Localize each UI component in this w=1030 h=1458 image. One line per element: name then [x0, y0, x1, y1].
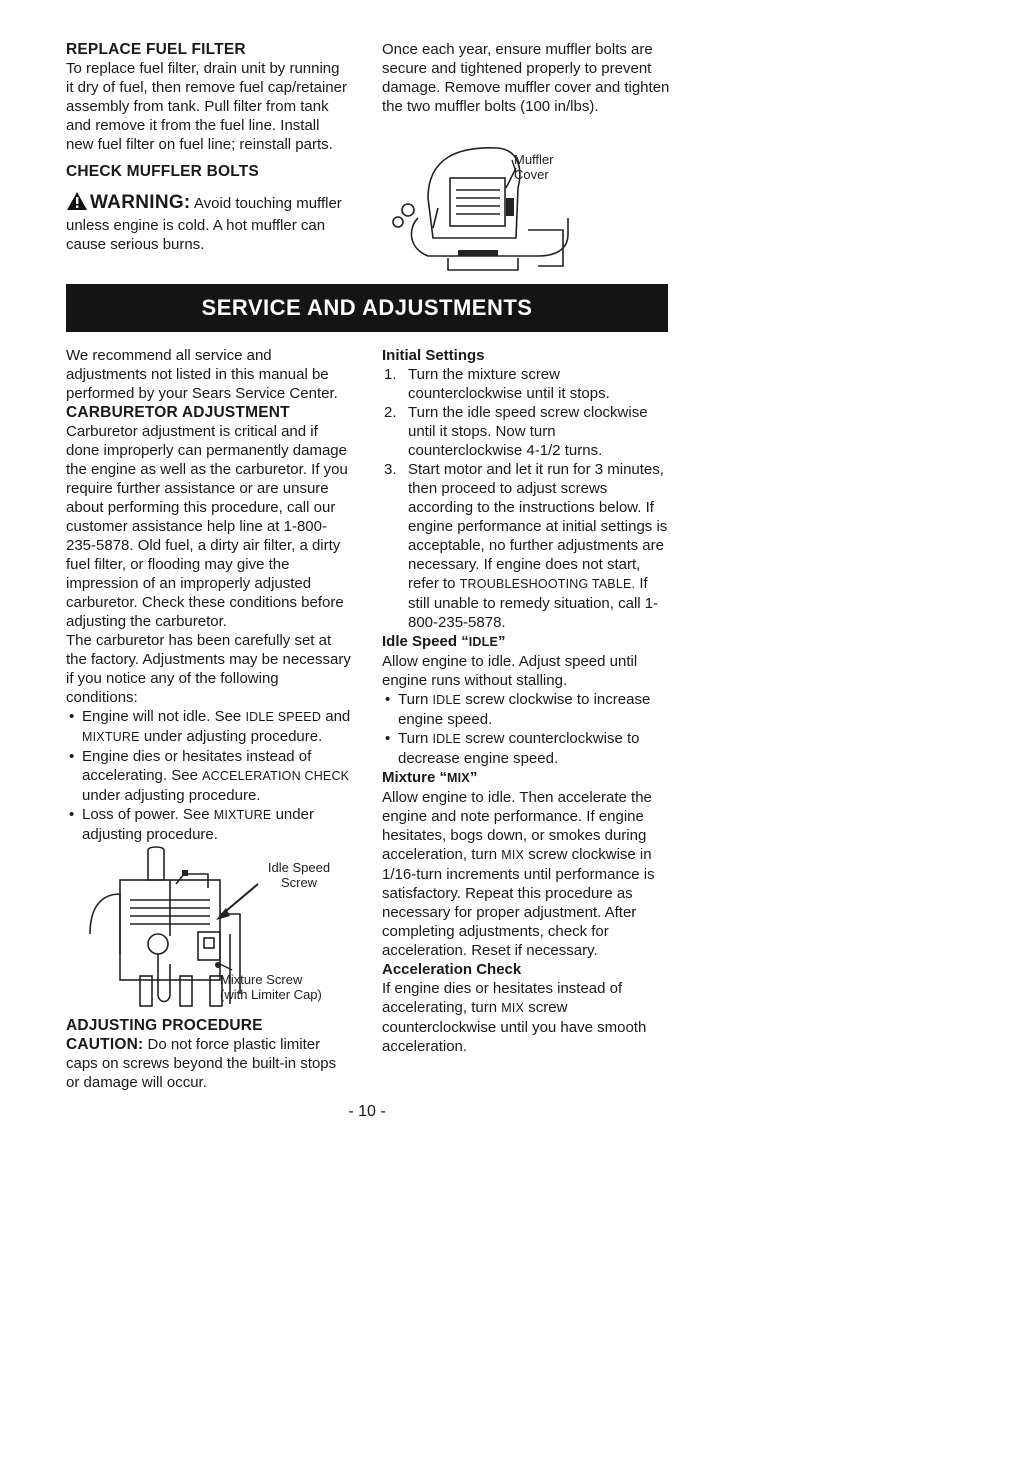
factory-setting-text: The carburetor has been carefully set at the factory. Adjustments may be necessary if you notice any of the following conditions: — [66, 632, 351, 706]
list-item: • Loss of power. See MIXTURE under adjusting procedure. — [66, 805, 351, 844]
list-item: 2. Turn the idle speed screw clockwise until it stops. Now turn counterclockwise 4-1/2 turns. — [384, 404, 648, 459]
warning-text: Avoid touching muffler unless engine is cold. A hot muffler can cause serious burns. — [66, 195, 342, 253]
list-item: 3. Start motor and let it run for 3 minutes, then proceed to adjust screws according to the instructions below. If engine performance at initial settings is acceptable, no further adjustments are necessary. If engine does not start, refer to TROUBLESHOOTING TABLE. If still unable to remedy situation, call 1-800-235-5878. — [384, 461, 668, 631]
service-intro: We recommend all service and adjustments not listed in this manual be performed by your Sears Service Center. — [66, 347, 338, 402]
caution-text: Do not force plastic limiter caps on screws beyond the built-in stops or damage will occur. — [66, 1036, 337, 1091]
list-item: 1. Turn the mixture screw counterclockwise until it stops. — [384, 366, 610, 402]
left-column — [66, 346, 351, 844]
section-banner: SERVICE AND ADJUSTMENTS — [66, 284, 668, 332]
warning-label: WARNING: — [90, 192, 191, 213]
muffler-bolts-body: Once each year, ensure muffler bolts are secure and tightened properly to prevent damage. Remove muffler cover and tighten the two muffler bolts (100 in/lbs). — [382, 41, 670, 115]
muffler-warning — [66, 191, 351, 254]
right-column — [382, 346, 672, 1056]
caution-label: CAUTION: — [66, 1036, 144, 1053]
warning-triangle-icon — [66, 191, 88, 216]
idle-speed-body: Allow engine to idle. Adjust speed until engine runs without stalling. — [382, 653, 638, 689]
mixture-heading: Mixture “MIX” — [382, 769, 478, 786]
muffler-figure — [388, 138, 588, 274]
idle-speed-screw-label: Idle Speed Screw — [267, 860, 331, 890]
acceleration-check-heading: Acceleration Check — [382, 961, 522, 978]
initial-settings-heading: Initial Settings — [382, 347, 485, 364]
carburetor-adjustment-heading: CARBURETOR ADJUSTMENT — [66, 404, 290, 421]
acceleration-check-body: If engine dies or hesitates instead of accelerating, turn MIX screw counterclockwise until you have smooth acceleration. — [382, 980, 647, 1055]
adjusting-procedure-heading: ADJUSTING PROCEDURE — [66, 1017, 263, 1034]
list-item: • Turn IDLE screw counterclockwise to decrease engine speed. — [382, 729, 672, 768]
mixture-screw-label: Mixture Screw — [220, 972, 303, 987]
carburetor-body: Carburetor adjustment is critical and if done improperly can permanently damage the engine as well as the carburetor. If you require further assistance or are unsure about performing this procedure, call our customer assistance help line at 1-800-235-5878. Old fuel, a dirty air filter, a dirty fuel filter, or flooding may give the impression of an improperly adjusted carburetor. Check these conditions before adjusting the carburetor. — [66, 423, 348, 630]
initial-settings-steps — [382, 365, 672, 632]
idle-speed-heading: Idle Speed “IDLE” — [382, 633, 506, 650]
replace-fuel-filter-heading: REPLACE FUEL FILTER — [66, 41, 246, 58]
replace-fuel-filter-body: To replace fuel filter, drain unit by running it dry of fuel, then remove fuel cap/retainer assembly from tank. Pull filter from tank and remove it from the fuel line. Install new fuel filter on fuel line; reinstall parts. — [66, 60, 347, 153]
adjusting-procedure — [66, 1016, 351, 1092]
top-left-column — [66, 40, 351, 254]
muffler-cover-label: Muffler Cover — [514, 152, 554, 182]
limiter-cap-label: (with Limiter Cap) — [220, 987, 322, 1002]
list-item: • Engine dies or hesitates instead of accelerating. See ACCELERATION CHECK under adjusting procedure. — [66, 747, 351, 805]
check-muffler-bolts-heading: CHECK MUFFLER BOLTS — [66, 163, 259, 180]
top-right-column — [382, 40, 672, 116]
idle-speed-list — [382, 690, 672, 768]
carburetor-figure — [80, 844, 360, 1010]
condition-list — [66, 707, 351, 844]
mixture-body: Allow engine to idle. Then accelerate the engine and note performance. If engine hesitates, bogs down, or smokes during acceleration, turn MIX screw clockwise in 1/16-turn increments until performance is satisfactory. Repeat this procedure as necessary for proper adjustment. After completing adjustments, check for acceleration. Reset if necessary. — [382, 789, 655, 959]
list-item: • Turn IDLE screw clockwise to increase engine speed. — [382, 690, 672, 729]
page-number: - 10 - — [348, 1103, 386, 1120]
list-item: • Engine will not idle. See IDLE SPEED and MIXTURE under adjusting procedure. — [66, 707, 351, 747]
caution-note — [66, 1035, 351, 1092]
